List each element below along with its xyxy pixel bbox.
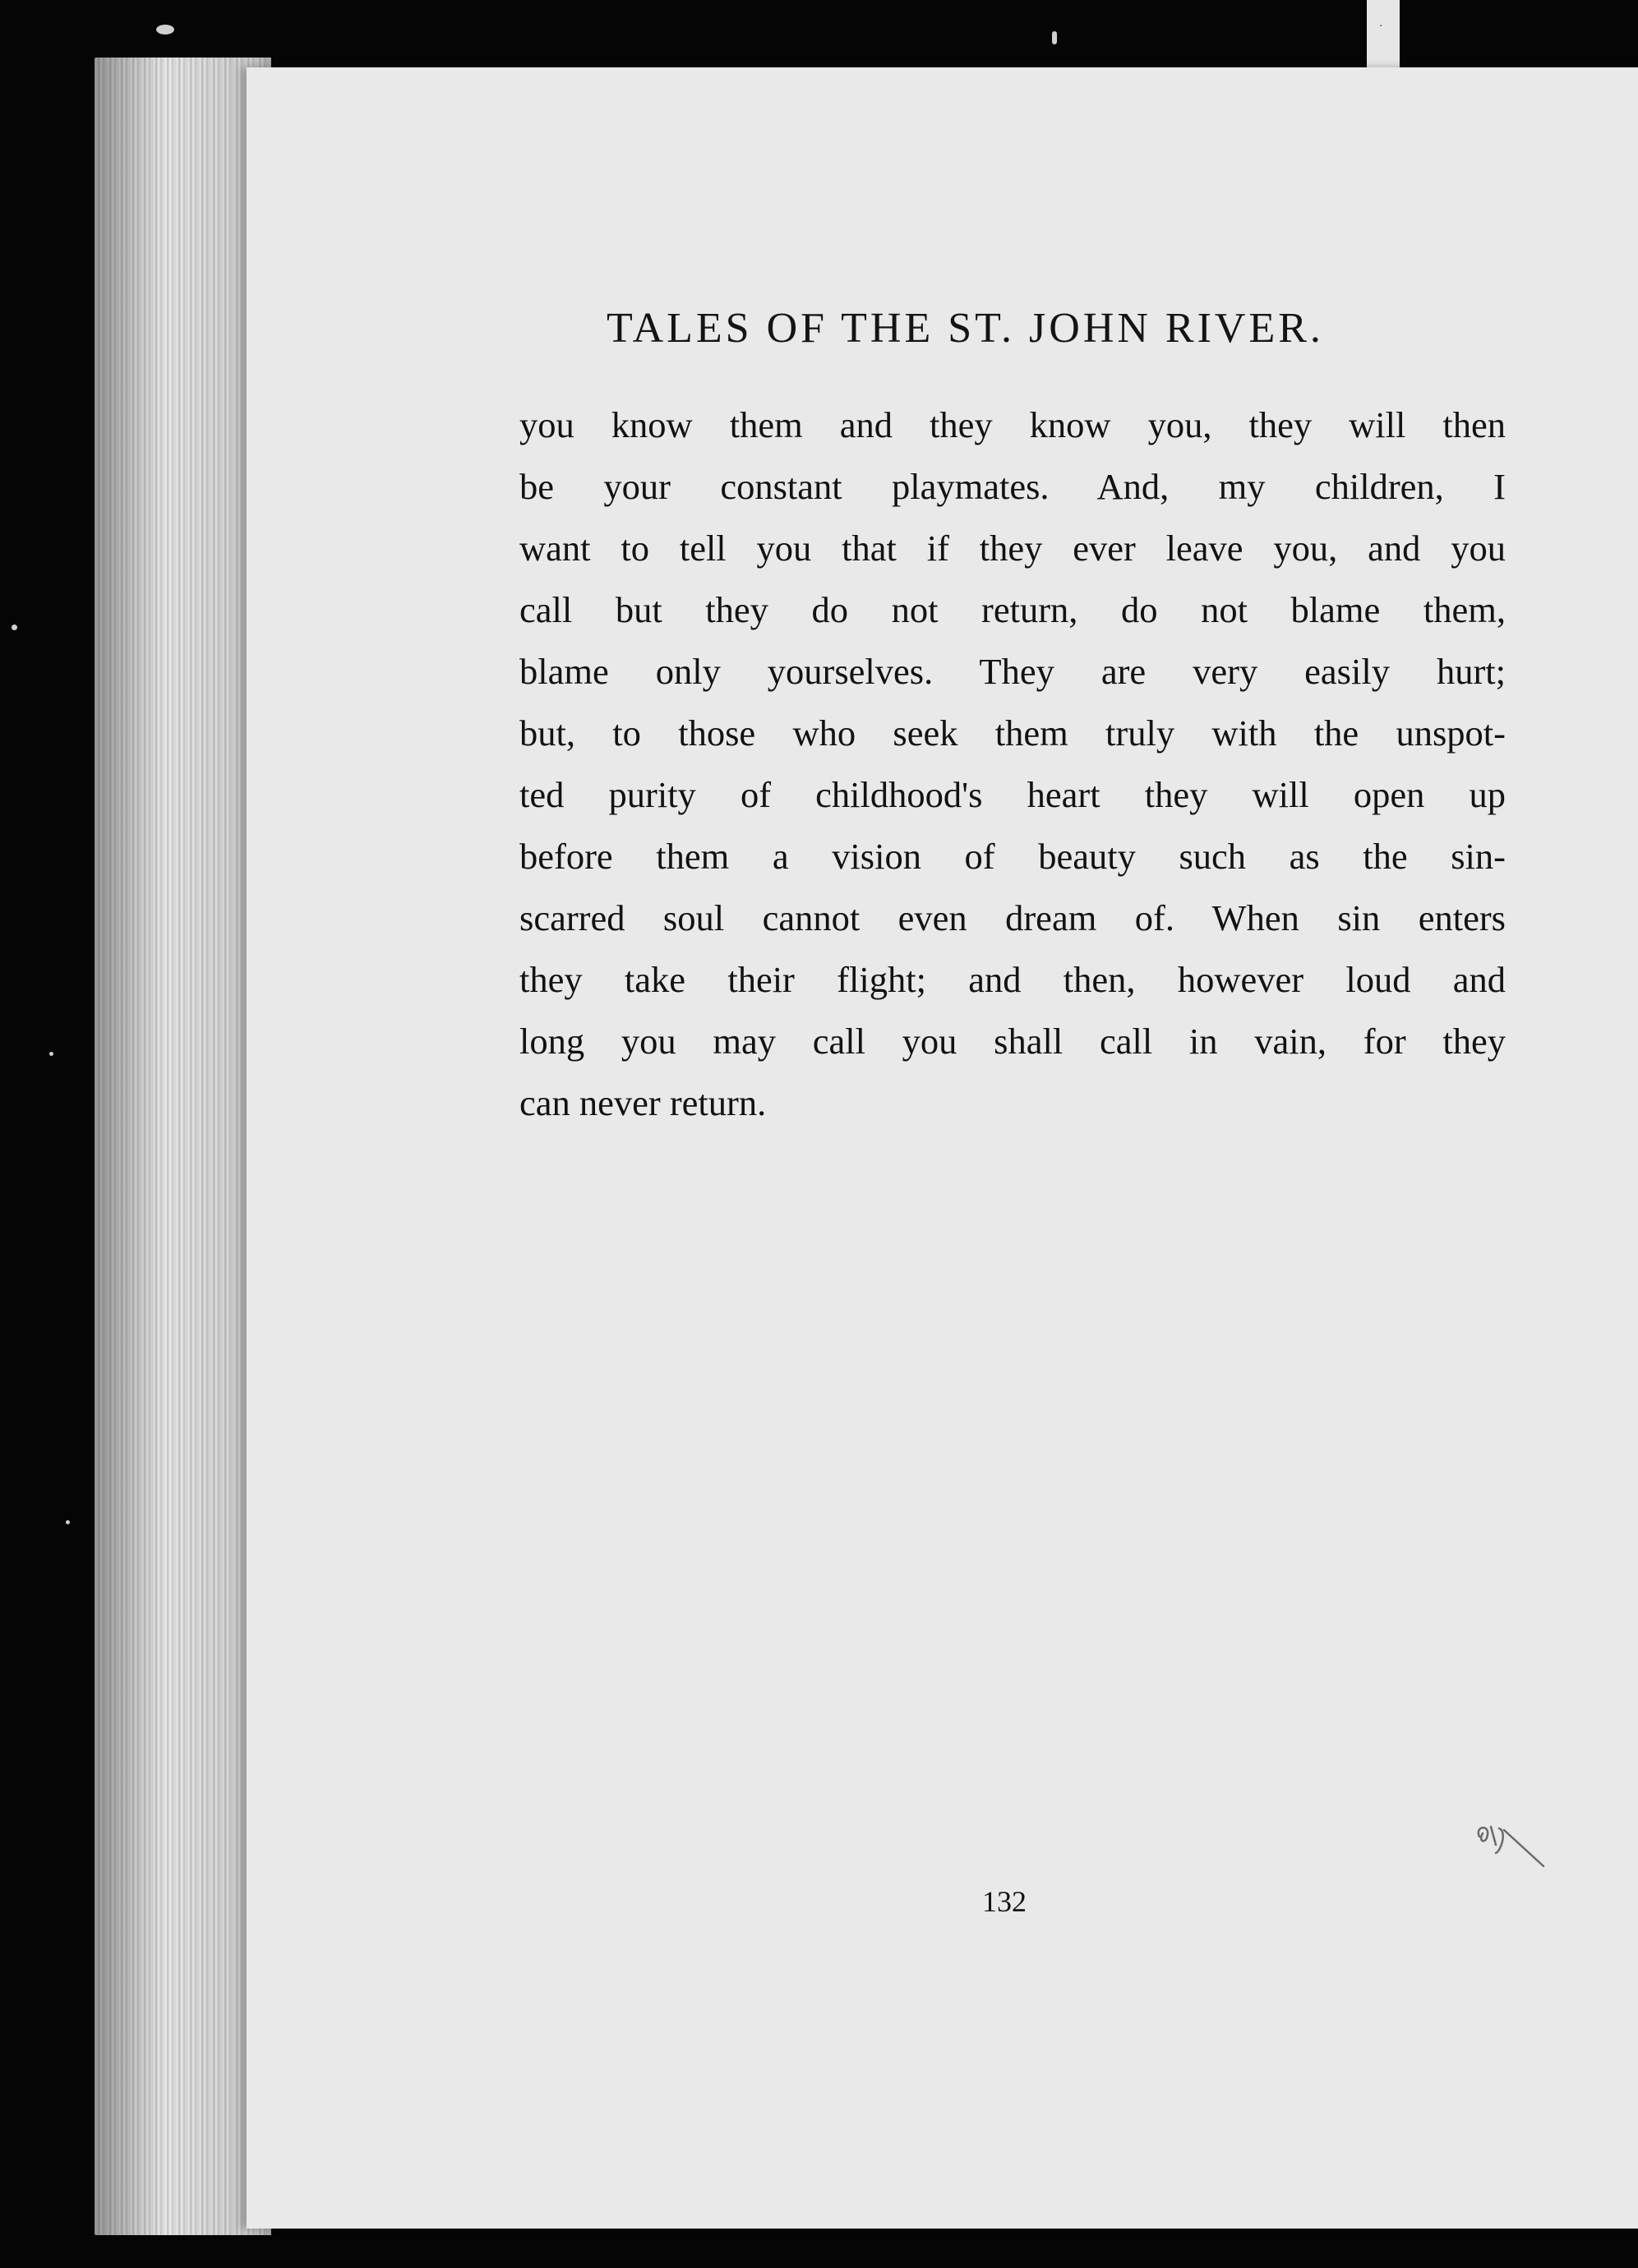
text-line: you know them and they know you, they will then — [519, 404, 1506, 445]
text-line: before them a vision of beauty such as the sin- — [519, 836, 1506, 877]
dust-speck — [12, 625, 17, 630]
text-line: but, to those who seek them truly with the unspot- — [519, 712, 1506, 754]
text-line: long you may call you shall call in vain, for they — [519, 1021, 1506, 1062]
tab-mark: · — [1379, 20, 1383, 33]
body-text — [519, 394, 1506, 1134]
text-line: want to tell you that if they ever leave you, and you — [519, 528, 1506, 569]
running-head: TALES OF THE ST. JOHN RIVER. — [607, 305, 1324, 352]
text-line: they take their flight; and then, however loud and — [519, 959, 1506, 1000]
dust-speck — [66, 1520, 70, 1524]
text-line: be your constant playmates. And, my children, I — [519, 466, 1506, 507]
pencil-mark — [1471, 1812, 1553, 1869]
page-edges-shadow — [95, 58, 271, 2235]
text-line: call but they do not return, do not blame them, — [519, 589, 1506, 630]
text-line: can never return. — [519, 1082, 767, 1123]
dust-speck — [156, 25, 174, 35]
page-number: 132 — [982, 1885, 1027, 1918]
book-page — [247, 67, 1638, 2229]
text-line: scarred soul cannot even dream of. When sin enters — [519, 897, 1506, 938]
text-line: blame only yourselves. They are very easily hurt; — [519, 651, 1506, 692]
dust-speck — [49, 1052, 53, 1056]
dust-speck — [1052, 31, 1057, 44]
text-line: ted purity of childhood's heart they will open up — [519, 774, 1506, 815]
